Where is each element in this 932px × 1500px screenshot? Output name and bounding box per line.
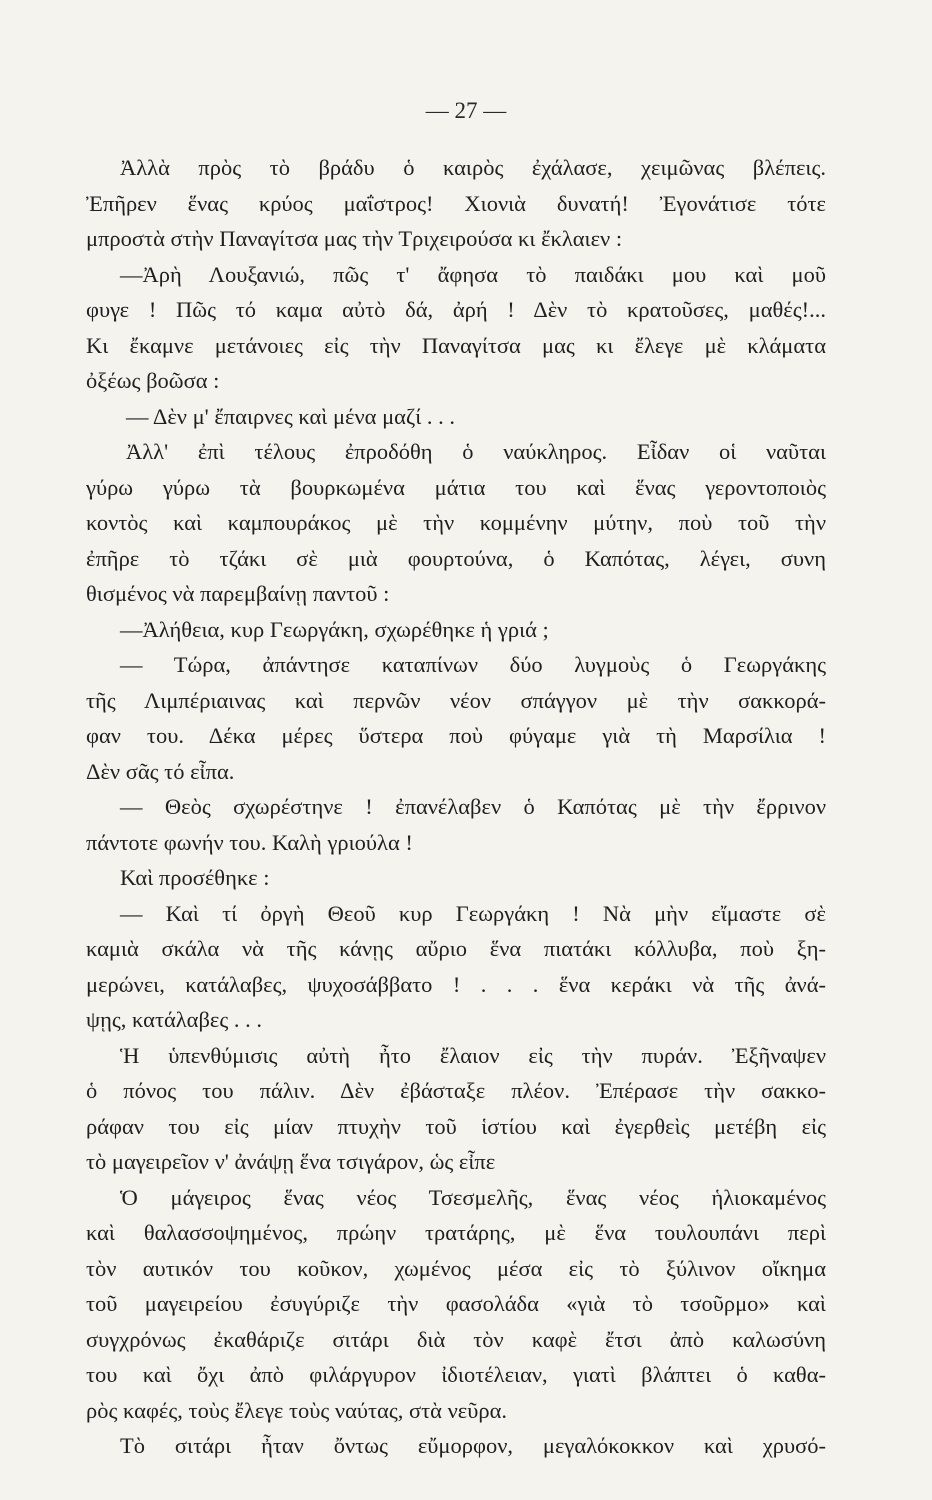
text-line: φαν του. Δέκα μέρες ὕστερα ποὺ φύγαμε γιὰ τὴ Μαρσίλια ! [86,723,826,748]
text-line: τὸ μαγειρεῖον ν' ἀνάψῃ ἕνα τσιγάρον, ὡς εἶπε [86,1149,496,1174]
text-line: θισμένος νὰ παρεμβαίνῃ παντοῦ : [86,581,390,606]
text-line: μπροστὰ στὴν Παναγίτσα μας τὴν Τριχειρούσα κι ἔκλαιεν : [86,226,623,251]
text-line: — Καὶ τί ὀργὴ Θεοῦ κυρ Γεωργάκη ! Νὰ μὴν εἴμαστε σὲ [120,900,826,926]
text-line: τοῦ μαγειρείου ἐσυγύριζε τὴν φασολάδα «γιὰ τὸ τσοῦρμο» καὶ [86,1291,826,1316]
text-line: Ἐπῆρεν ἕνας κρύος μαΐστρος! Χιονιὰ δυνατή! Ἐγονάτισε τότε [86,190,826,216]
text-line: Δὲν σᾶς τό εἶπα. [86,758,235,784]
text-line: ρὸς καφές, τοὺς ἔλεγε τοὺς ναύτας, στὰ νεῦρα. [86,1397,507,1423]
text-line: ἐπῆρε τὸ τζάκι σὲ μιὰ φουρτούνα, ὁ Καπότας, λέγει, συνη [86,545,826,571]
text-line: — Δὲν μ' ἔπαιρνες καὶ μένα μαζί . . . [126,403,456,429]
text-line: τῆς Λιμπέριαινας καὶ περνῶν νέον σπάγγον μὲ τὴν σακκορά- [86,687,826,713]
text-line: πάντοτε φωνήν του. Καλὴ γριούλα ! [86,829,413,855]
text-line: Καὶ προσέθηκε : [120,865,270,890]
text-line: καμιὰ σκάλα νὰ τῆς κάνῃς αὔριο ἕνα πιατάκι κόλλυβα, ποὺ ξη- [86,936,826,961]
text-line: Κι ἔκαμνε μετάνοιες εἰς τὴν Παναγίτσα μας κι ἔλεγε μὲ κλάματα [86,332,826,358]
text-line: μερώνει, κατάλαβες, ψυχοσάββατο ! . . . ἕνα κεράκι νὰ τῆς ἀνά- [86,971,826,997]
text-line: Ἀλλὰ πρὸς τὸ βράδυ ὁ καιρὸς ἐχάλασε, χειμῶνας βλέπεις. [120,155,826,180]
text-line: συγχρόνως ἐκαθάριζε σιτάρι διὰ τὸν καφὲ ἔτσι ἀπὸ καλωσύνη [86,1326,826,1352]
text-line: του καὶ ὄχι ἀπὸ φιλάργυρον ἰδιοτέλειαν, γιατὶ βλάπτει ὁ καθα- [86,1362,826,1387]
text-line: — Τώρα, ἀπάντησε καταπίνων δύο λυγμοὺς ὁ Γεωργάκης [120,652,826,677]
text-line: —Ἀλήθεια, κυρ Γεωργάκη, σχωρέθηκε ἡ γριά ; [120,616,549,642]
text-line: τὸν αυτικόν του κοῦκον, χωμένος μέσα εἰς τὸ ξύλινον οἴκημα [86,1255,826,1281]
text-line: —Ἀρὴ Λουξανιώ, πῶς τ' ἄφησα τὸ παιδάκι μου καὶ μοῦ [120,261,826,287]
text-line: κοντὸς καὶ καμπουράκος μὲ τὴν κομμένην μύτην, ποὺ τοῦ τὴν [86,510,826,535]
text-line: ψῃς, κατάλαβες . . . [86,1007,263,1032]
page-number: — 27 — [425,98,507,123]
body-text [86,150,826,1464]
text-line: Ἀλλ' ἐπὶ τέλους ἐπροδόθη ὁ ναύκληρος. Εἶδαν οἱ ναῦται [126,439,826,464]
text-line: ράφαν του εἰς μίαν πτυχὴν τοῦ ἱστίου καὶ ἐγερθεὶς μετέβη εἰς [86,1113,826,1139]
text-line: γύρω γύρω τὰ βουρκωμένα μάτια του καὶ ἕνας γεροντοποιὸς [86,474,826,500]
text-line: Ὁ μάγειρος ἕνας νέος Τσεσμελῆς, ἕνας νέος ἡλιοκαμένος [120,1184,826,1210]
text-line: ὁ πόνος του πάλιν. Δὲν ἐβάσταξε πλέον. Ἐπέρασε τὴν σακκο- [86,1078,826,1103]
text-line: ὀξέως βοῶσα : [86,368,220,393]
text-line: καὶ θαλασσοψημένος, πρώην τρατάρης, μὲ ἕνα τουλουπάνι περὶ [86,1220,826,1245]
text-line: Τὸ σιτάρι ἦταν ὄντως εὔμορφον, μεγαλόκοκκον καὶ χρυσό- [120,1433,826,1458]
text-line: φυγε ! Πῶς τό καμα αὐτὸ δά, ἀρή ! Δὲν τὸ κρατοῦσες, μαθές!... [86,297,826,322]
text-line: Ἡ ὑπενθύμισις αὐτὴ ἦτο ἔλαιον εἰς τὴν πυράν. Ἐξῆναψεν [120,1042,826,1068]
text-line: — Θεὸς σχωρέστηνε ! ἐπανέλαβεν ὁ Καπότας μὲ τὴν ἔρρινον [120,794,826,819]
